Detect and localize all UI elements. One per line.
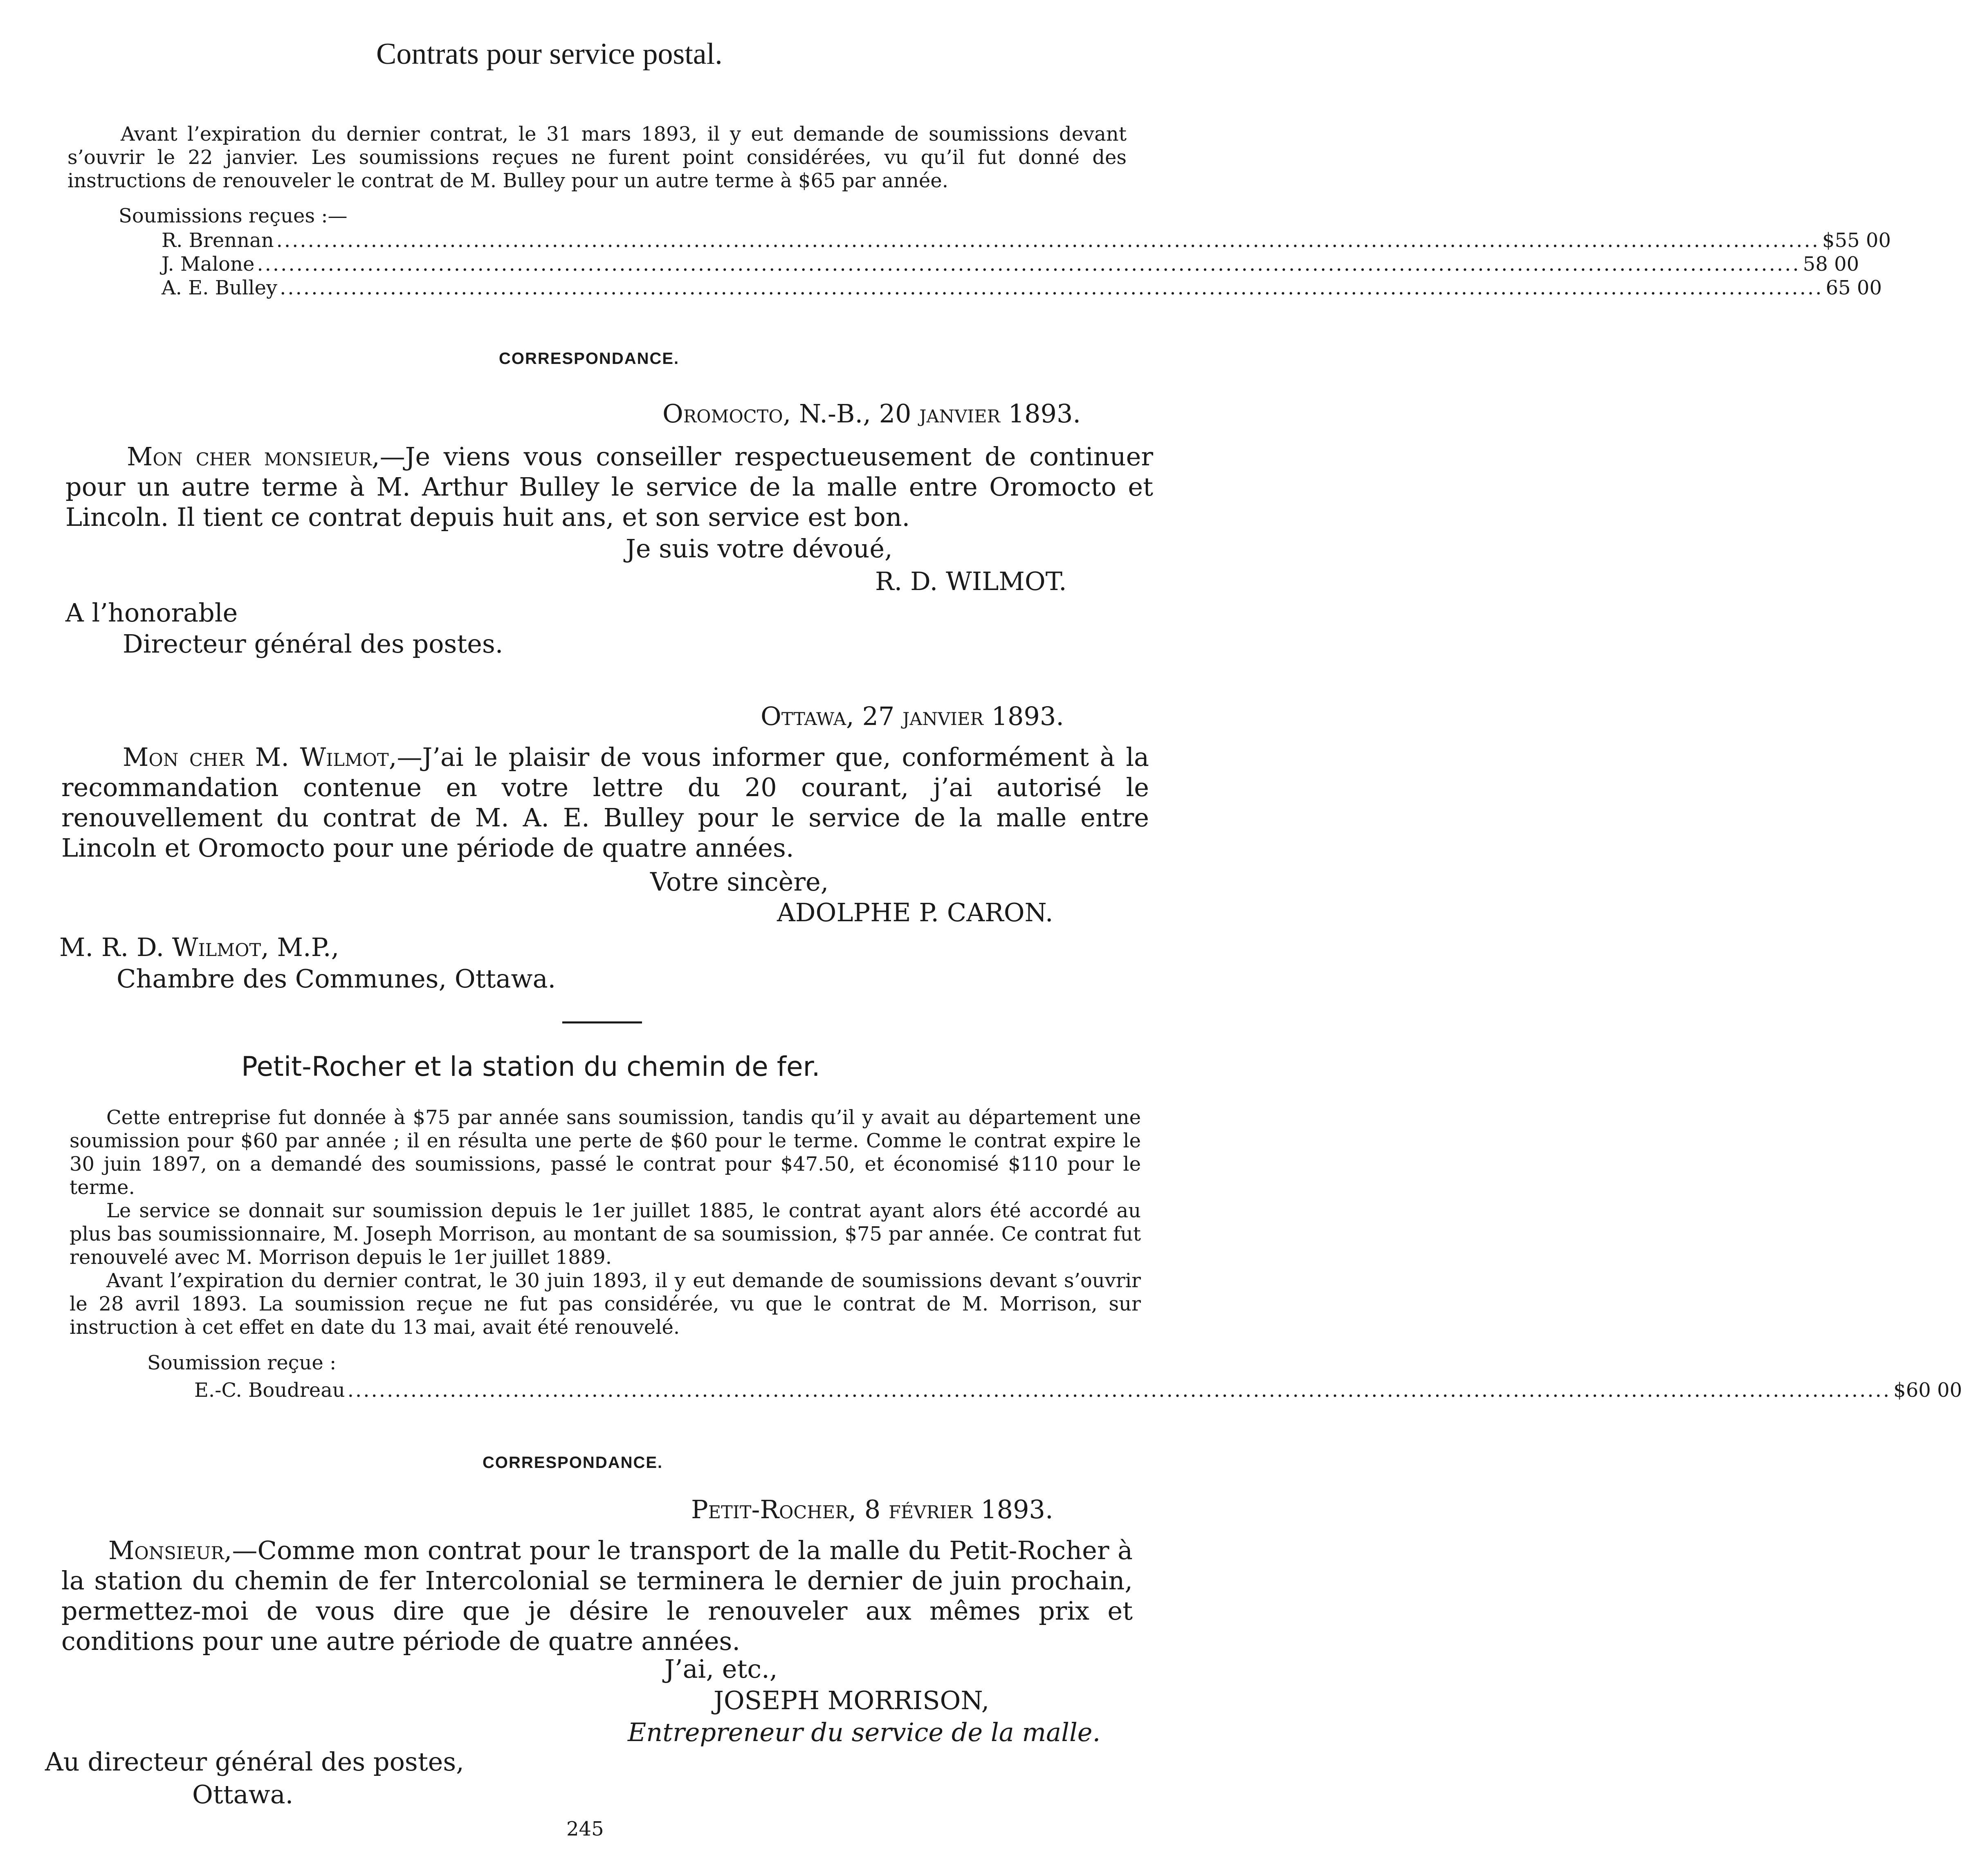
tender-name: E.-C. Boudreau <box>194 1379 345 1402</box>
page-number: 245 <box>566 1818 604 1840</box>
section2-paragraph: Cette entreprise fut donnée à $75 par année sans soumission, tandis qu’il y avait au département une soumission pour $60 par année ; il en résulta une perte de $60 pour le terme. Comme le contrat expire le 30 juin 1897, on a demandé des soumissions, passé le contrat pour $47.50, et économisé $110 pour le terme. <box>70 1106 1141 1199</box>
section2-paragraph: Le service se donnait sur soumission depuis le 1er juillet 1885, le contrat ayant alors été accordé au plus bas soumissionnaire, M. Joseph Morrison, au montant de sa soumission, $75 par année. Ce contrat fut renouvelé avec M. Morrison depuis le 1er juillet 1889. <box>70 1199 1141 1269</box>
tender-amount: $60 00 <box>1893 1379 1962 1402</box>
tender-name: A. E. Bulley <box>162 276 278 299</box>
tender-name: R. Brennan <box>162 229 274 252</box>
tender-name: J. Malone <box>162 253 255 276</box>
letter1-place-date: Oromocto, N.-B., 20 janvier 1893. <box>662 399 1081 429</box>
section1-intro-paragraph: Avant l’expiration du dernier contrat, le 31 mars 1893, il y eut demande de soumissions devant s’ouvrir le 22 janvier. Les soumissions reçues ne furent point considérées, vu qu’il fut donné des instructions de renouveler le contrat de M. Bulley pour un autre terme à $65 par année. <box>67 123 1127 192</box>
letter2-salutation: Mon cher M. Wilmot, <box>123 742 397 772</box>
section2-title: Petit-Rocher et la station du chemin de fer. <box>241 1051 820 1082</box>
tenders-label: Soumissions reçues :— <box>119 204 348 227</box>
section2-letter-place-date: Petit-Rocher, 8 février 1893. <box>691 1495 1053 1524</box>
tender-amount: 65 00 <box>1825 276 1882 299</box>
letter2-body: Mon cher M. Wilmot,—J’ai le plaisir de vous informer que, conformément à la recommandation contenue en votre lettre du 20 courant, j’ai autorisé le renouvellement du contrat de M. A. E. Bulley pour le service de la malle entre Lincoln et Oromocto pour une période de quatre années. <box>61 742 1149 863</box>
letter1-salutation: Mon cher monsieur, <box>127 442 380 471</box>
section2-letter-addressee-line1: Au directeur général des postes, <box>45 1747 464 1777</box>
letter2-addressee-line1: M. R. D. Wilmot, M.P., <box>59 932 339 962</box>
letter2-signature: ADOLPHE P. CARON. <box>777 898 1053 927</box>
section1-title: Contrats pour service postal. <box>376 37 723 71</box>
letter1-signature: R. D. WILMOT. <box>875 566 1067 596</box>
tender-row: R. Brennan .................................................................................................................................................................................................... $55 00 <box>162 229 1891 252</box>
section2-letter-signature-title: Entrepreneur du service de la malle. <box>628 1717 1101 1747</box>
letter1-addressee-line1: A l’honorable <box>65 598 238 628</box>
section2-letter-signature: JOSEPH MORRISON, <box>714 1685 990 1715</box>
tender-amount: 58 00 <box>1803 253 1859 276</box>
letter2-addressee-line2: Chambre des Communes, Ottawa. <box>117 964 556 994</box>
section2-paragraph: Avant l’expiration du dernier contrat, le 30 juin 1893, il y eut demande de soumissions devant s’ouvrir le 28 avril 1893. La soumission reçue ne fut pas considérée, vu que le contrat de M. Morrison, sur instruction à cet effet en date du 13 mai, avait été renouvelé. <box>70 1269 1141 1339</box>
letter1-closing: Je suis votre dévoué, <box>626 534 893 563</box>
letter2-place-date: Ottawa, 27 janvier 1893. <box>761 701 1064 731</box>
section2-letter-salutation: Monsieur, <box>108 1535 232 1565</box>
section2-tender-label: Soumission reçue : <box>147 1351 337 1374</box>
section2-letter-closing: J’ai, etc., <box>664 1654 778 1684</box>
correspondence-heading: CORRESPONDANCE. <box>499 350 680 368</box>
section-divider <box>562 1021 642 1023</box>
letter1-addressee-line2: Directeur général des postes. <box>123 629 503 659</box>
section2-letter-body: Monsieur,—Comme mon contrat pour le transport de la malle du Petit-Rocher à la station du chemin de fer Intercolonial se terminera le dernier de juin prochain, permettez-moi de vous dire que je désire le renouveler aux mêmes prix et conditions pour une autre période de quatre années. <box>61 1535 1133 1656</box>
tender-amount: $55 00 <box>1822 229 1891 252</box>
section2-paragraphs <box>70 1106 1141 1339</box>
tender-row: A. E. Bulley .................................................................................................................................................................................................... 65 00 <box>162 276 1882 299</box>
section2-letter-addressee-line2: Ottawa. <box>192 1780 294 1809</box>
tender-row: J. Malone .................................................................................................................................................................................................... 58 00 <box>162 253 1859 276</box>
letter1-body: Mon cher monsieur,—Je viens vous conseiller respectueusement de continuer pour un autre terme à M. Arthur Bulley le service de la malle entre Oromocto et Lincoln. Il tient ce contrat depuis huit ans, et son service est bon. <box>65 442 1153 532</box>
letter2-closing: Votre sincère, <box>650 867 829 897</box>
section2-correspondence-heading: CORRESPONDANCE. <box>483 1454 663 1472</box>
section2-tender-row: E.-C. Boudreau .................................................................................................................................................................................................... $60 00 <box>194 1379 1962 1402</box>
